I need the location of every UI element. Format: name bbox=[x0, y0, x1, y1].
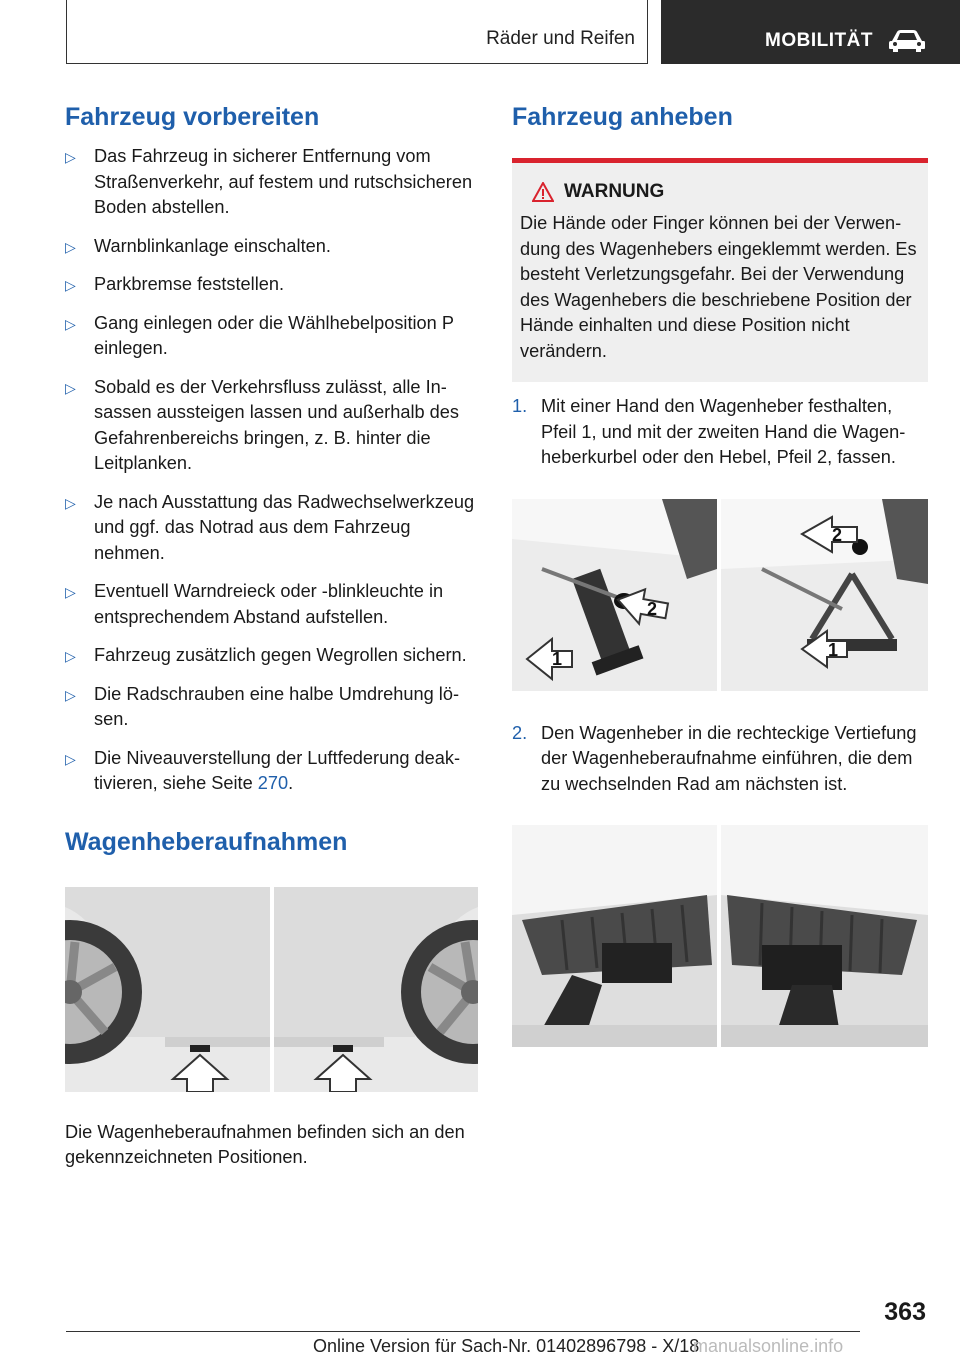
figure-caption: Die Wagenheberaufnahmen befinden sich an den gekennzeichneten Positionen. bbox=[65, 1121, 465, 1167]
watermark: manualsonline.info bbox=[693, 1336, 844, 1356]
left-column bbox=[65, 100, 478, 1171]
warning-text: Die Hände oder Finger können bei der Verwendung des Wagenhebers eingeklemmt werden. Es besteht Verletzungsgefahr. Bei der Verwendung des Wagenhebers die beschriebene Position der Hände einhalten und diese Position nicht verändern. bbox=[520, 213, 917, 361]
car-icon bbox=[888, 29, 926, 53]
bullet-triangle-icon: ▷ bbox=[65, 686, 76, 703]
right-column bbox=[512, 100, 928, 1047]
list-item: ▷ Warnblinkanlage einschalten. bbox=[65, 234, 478, 260]
list-item: ▷ Fahrzeug zusätzlich gegen Wegrollen sichern. bbox=[65, 643, 478, 669]
lifting-steps-2 bbox=[512, 721, 928, 798]
warning-title: WARNUNG bbox=[520, 181, 920, 203]
bullet-triangle-icon: ▷ bbox=[65, 648, 76, 664]
bullet-triangle-icon: ▷ bbox=[65, 584, 76, 600]
bullet-triangle-icon: ▷ bbox=[65, 315, 76, 332]
footer-divider bbox=[66, 1331, 860, 1332]
heading-fahrzeug-anheben: Fahrzeug anheben bbox=[512, 103, 733, 131]
bullet-triangle-icon: ▷ bbox=[65, 750, 76, 767]
jacking-points-figure bbox=[65, 887, 478, 1092]
list-item: ▷ Eventuell Warndreieck oder -blinkleuchte in entsprechendem Abstand aufstellen. bbox=[65, 581, 444, 627]
list-item: ▷ Je nach Ausstattung das Radwechselwerkzeug und ggf. das Notrad aus dem Fahrzeug nehmen. bbox=[65, 491, 475, 563]
header-section-title: Räder und Reifen bbox=[486, 28, 635, 49]
warning-box bbox=[512, 158, 928, 382]
bullet-triangle-icon: ▷ bbox=[65, 494, 76, 511]
list-item: ▷ Parkbremse feststellen. bbox=[65, 272, 478, 298]
list-item: ▷ Sobald es der Verkehrsfluss zulässt, alle Insassen aussteigen lassen und außerhalb des Gefahrenbereichs bringen, z. B. hinter die Leitplanken. bbox=[65, 376, 460, 473]
figure-label-2: 2 bbox=[647, 598, 658, 619]
header-chapter-tab bbox=[661, 0, 960, 64]
bullet-triangle-icon: ▷ bbox=[65, 277, 76, 293]
header-section-box bbox=[66, 0, 648, 64]
jack-mount-figure bbox=[512, 825, 928, 1047]
page-number: 363 bbox=[884, 1298, 926, 1326]
list-item: ▷ Das Fahrzeug in sicherer Entfernung vom Straßenverkehr, auf festem und rutschsicheren Boden abstellen. bbox=[65, 146, 473, 217]
footer-text: Online Version für Sach-Nr. 01402896798 - X/18 bbox=[313, 1336, 700, 1356]
list-item: ▷ Die Niveauverstellung der Luftfederung deaktivieren, siehe Seite 270. bbox=[65, 747, 460, 793]
heading-wagenheberaufnahmen: Wagenheberaufnahmen bbox=[65, 827, 348, 856]
step-number: 1. bbox=[512, 396, 528, 416]
list-item: 1. Mit einer Hand den Wagenheber festhalten, Pfeil 1, und mit der zweiten Hand die Wagenheberkurbel oder den Hebel, Pfeil 2, fassen. bbox=[512, 396, 906, 467]
lifting-steps bbox=[512, 394, 928, 471]
bullet-triangle-icon: ▷ bbox=[65, 379, 76, 396]
bullet-triangle-icon: ▷ bbox=[65, 149, 76, 165]
figure-label-2b: 2 bbox=[832, 524, 843, 545]
bullet-triangle-icon: ▷ bbox=[65, 238, 76, 255]
jack-handling-figure bbox=[512, 499, 928, 691]
header-chapter-label: MOBILITÄT bbox=[765, 30, 873, 51]
list-item: ▷ Gang einlegen oder die Wählhebelposition P einlegen. bbox=[65, 312, 454, 358]
heading-fahrzeug-vorbereiten: Fahrzeug vorbereiten bbox=[65, 103, 320, 131]
preparation-steps bbox=[65, 144, 478, 797]
step-number: 2. bbox=[512, 722, 528, 743]
list-item: ▷ Die Radschrauben eine halbe Umdrehung lösen. bbox=[65, 683, 459, 729]
page-link-270[interactable]: 270 bbox=[257, 773, 289, 793]
figure-label-1b: 1 bbox=[828, 639, 839, 660]
warning-triangle-icon bbox=[532, 182, 554, 202]
figure-label-1: 1 bbox=[552, 648, 563, 669]
list-item: 2. Den Wagenheber in die rechteckige Vertiefung der Wagenheberaufnahme einführen, die dem zu wechselnden Rad am nächsten ist. bbox=[512, 722, 917, 794]
